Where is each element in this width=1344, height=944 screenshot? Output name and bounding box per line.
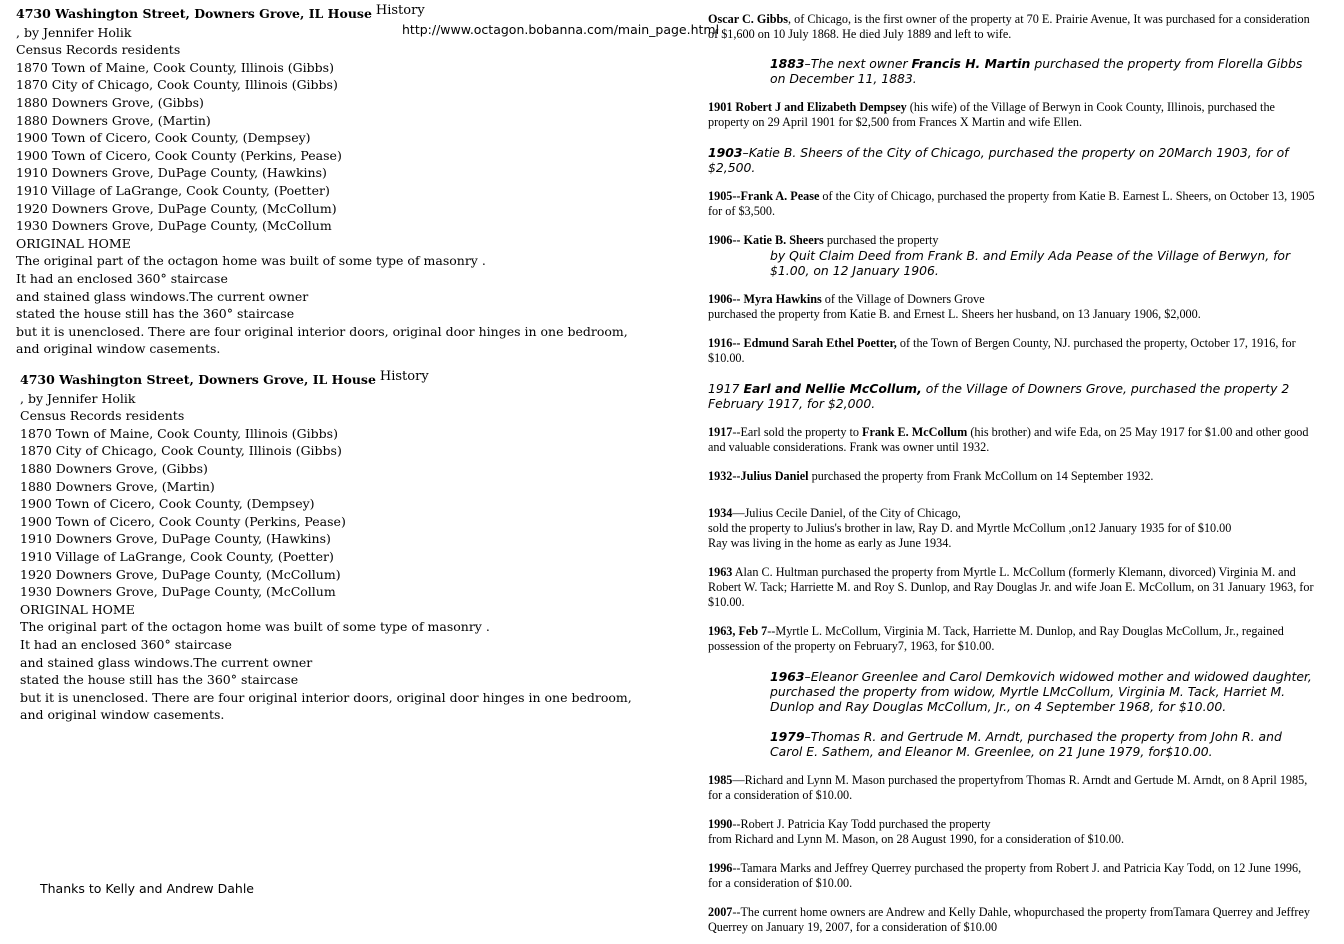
- history-byline: , by Jennifer Holik: [20, 390, 136, 406]
- history-line: stated the house still has the 360° staircase: [20, 672, 299, 688]
- history-line: 1880 Downers Grove, (Gibbs): [16, 94, 204, 110]
- history-line: 1910 Village of LaGrange, Cook County, (Poetter): [20, 548, 334, 564]
- entry-1868: [708, 12, 1318, 42]
- history-line: 1910 Downers Grove, DuPage County, (Hawkins): [16, 165, 327, 181]
- entry-owner: Oscar C. Gibbs: [708, 12, 789, 26]
- history-line: 1930 Downers Grove, DuPage County, (McCollum: [20, 584, 336, 600]
- history-line: 1870 City of Chicago, Cook County, Illinois (Gibbs): [16, 77, 338, 93]
- entry-text: , of Chicago, is the first owner of the property at 70 E. Prairie Avenue, It was purchased for a consideration of $1,600 on 10 July 1868. He died July 1889 and left to wife.: [708, 12, 1310, 41]
- entry-text: --Tamara Marks and Jeffrey Querrey purchased the property from Robert J. and Patricia Kay Todd, on 12 June 1996, for a consideration of $10.00.: [708, 861, 1302, 890]
- history-line: It had an enclosed 360° staircase: [16, 270, 228, 286]
- history-line: 1900 Town of Cicero, Cook County, (Dempsey): [16, 130, 311, 146]
- entry-1963-greenlee: [770, 669, 1318, 714]
- history-line: The original part of the octagon home was built of some type of masonry .: [20, 619, 490, 635]
- history-lines: [16, 41, 628, 358]
- thanks-note: Thanks to Kelly and Andrew Dahle: [40, 881, 254, 896]
- history-line: 1930 Downers Grove, DuPage County, (McCollum: [16, 218, 332, 234]
- entry-1963-hultman: [708, 565, 1318, 610]
- entry-text: --Robert J. Patricia Kay Todd purchased the property: [732, 817, 991, 831]
- history-line: 1870 Town of Maine, Cook County, Illinois (Gibbs): [16, 59, 334, 75]
- history-line: 1910 Downers Grove, DuPage County, (Hawkins): [20, 531, 331, 547]
- history-line: 1870 City of Chicago, Cook County, Illinois (Gibbs): [20, 443, 342, 459]
- entry-1979: [770, 729, 1318, 759]
- entry-owner: Earl and Nellie McCollum,: [743, 381, 922, 396]
- entry-1934: [708, 506, 1318, 521]
- history-word: History: [379, 369, 429, 384]
- history-line: 1870 Town of Maine, Cook County, Illinois (Gibbs): [20, 425, 338, 441]
- entry-1883: [770, 56, 1318, 86]
- history-line: stated the house still has the 360° staircase: [16, 306, 295, 322]
- entry-year: 1979: [770, 729, 805, 744]
- history-line: and original window casements.: [20, 707, 225, 723]
- entry-text: (his brother) and wife Eda, on 25 May 1917 for $1.00 and other good and valuable considerations. Frank was owner until 1932.: [708, 425, 1309, 454]
- history-line: 1900 Town of Cicero, Cook County, (Dempsey): [20, 496, 315, 512]
- entry-1906-sheers: [708, 233, 1318, 248]
- history-line: and stained glass windows.The current owner: [16, 288, 309, 304]
- header-url[interactable]: http://www.octagon.bobanna.com/main_page.html: [402, 22, 720, 37]
- history-line: 1920 Downers Grove, DuPage County, (McCollum): [20, 566, 341, 582]
- history-block-1: [16, 5, 628, 358]
- entry-1903: [708, 145, 1318, 175]
- entry-text: —Julius Cecile Daniel, of the City of Chicago,: [732, 506, 961, 520]
- history-line: 1910 Village of LaGrange, Cook County, (Poetter): [16, 182, 330, 198]
- entry-year: 2007: [708, 905, 733, 919]
- entry-owner: 1905--Frank A. Pease: [708, 189, 820, 203]
- entry-1917-frank: [708, 425, 1318, 455]
- entry-text: of the City of Chicago, purchased the property from Katie B. Earnest L. Sheers, on October 13, 1905 for of $3,500.: [708, 189, 1315, 218]
- entry-owner: 1901 Robert J and Elizabeth Dempsey: [708, 100, 907, 114]
- history-line: Census Records residents: [20, 408, 185, 424]
- history-line: 1920 Downers Grove, DuPage County, (McCollum): [16, 200, 337, 216]
- entry-text: purchased the property from Florella Gibbs on December 11, 1883.: [770, 56, 1303, 86]
- entry-text: Alan C. Hultman purchased the property from Myrtle L. McCollum (formerly Klemann, divorced) Virginia M. and Robert W. Tack; Harriette M. and Roy S. Dunlop, and Ray Douglas Jr. and wife Joan E. McCollum, on 31 January 1963, for $10.00.: [708, 565, 1314, 609]
- entry-year: 1883: [770, 56, 805, 71]
- entry-1963-feb: [708, 624, 1318, 654]
- entry-text: --Earl sold the property to: [732, 425, 862, 439]
- entry-year: 1917: [708, 381, 744, 396]
- entry-1934-line3: Ray was living in the home as early as June 1934.: [708, 536, 952, 550]
- entry-1932: [708, 469, 1318, 484]
- history-line: 1880 Downers Grove, (Martin): [20, 478, 215, 494]
- entry-text: --Myrtle L. McCollum, Virginia M. Tack, Harriette M. Dunlop, and Ray Douglas McCollum, Jr., regained possession of the property on February7, 1963, for $10.00.: [708, 624, 1284, 653]
- history-line: but it is unenclosed. There are four original interior doors, original door hinges in one bedroom,: [20, 689, 632, 705]
- history-title: 4730 Washington Street, Downers Grove, IL House: [20, 372, 376, 387]
- history-line: ORIGINAL HOME: [20, 601, 135, 617]
- history-line: 1900 Town of Cicero, Cook County (Perkins, Pease): [20, 513, 346, 529]
- history-line: Census Records residents: [16, 42, 181, 58]
- entry-text: (his wife) of the Village of Berwyn in Cook County, Illinois, purchased the property on 29 April 1901 for $2,500 from Frances X Martin and wife Ellen.: [708, 100, 1275, 129]
- entry-1917-earl: [708, 381, 1318, 411]
- entry-2007: [708, 905, 1318, 935]
- history-title: 4730 Washington Street, Downers Grove, IL House: [16, 6, 372, 21]
- entry-1905: [708, 189, 1318, 219]
- entry-1901: [708, 100, 1318, 130]
- entry-owner: 1906-- Katie B. Sheers: [708, 233, 824, 247]
- entry-1906-sheers-detail: by Quit Claim Deed from Frank B. and Emily Ada Pease of the Village of Berwyn, for $1.00, on 12 January 1906.: [770, 248, 1291, 278]
- entry-text: –Katie B. Sheers of the City of Chicago, purchased the property on 20March 1903, for of $2,500.: [708, 145, 1289, 175]
- entry-text: of the Village of Downers Grove, purchased the property 2 February 1917, for $2,000.: [708, 381, 1290, 411]
- history-word: History: [375, 3, 425, 18]
- history-line: and original window casements.: [16, 341, 221, 357]
- entry-text: –The next owner: [804, 56, 912, 71]
- entry-year: 1990: [708, 817, 733, 831]
- history-line: 1880 Downers Grove, (Martin): [16, 112, 211, 128]
- entry-owner: 1906-- Myra Hawkins: [708, 292, 822, 306]
- entry-year: 1963: [770, 669, 805, 684]
- entry-text: --The current home owners are Andrew and Kelly Dahle, whopurchased the property fromTamara Querrey and Jeffrey Querrey on January 19, 2007, for a consideration of $10.00: [708, 905, 1310, 934]
- entry-year: 1934: [708, 506, 733, 520]
- entry-year: 1963, Feb 7: [708, 624, 768, 638]
- entry-owner: 1932--Julius Daniel: [708, 469, 809, 483]
- entry-text: of the Village of Downers Grove: [821, 292, 985, 306]
- entry-owner: 1916-- Edmund Sarah Ethel Poetter,: [708, 336, 897, 350]
- entry-1934-line2: sold the property to Julius's brother in law, Ray D. and Myrtle McCollum ,on12 January 1935 for of $10.00: [708, 521, 1232, 535]
- entry-owner: Francis H. Martin: [911, 56, 1031, 71]
- entry-year: 1985: [708, 773, 733, 787]
- history-line: and stained glass windows.The current owner: [20, 654, 313, 670]
- ownership-chronology: [708, 12, 1318, 935]
- entry-1985: [708, 773, 1318, 803]
- history-line: ORIGINAL HOME: [16, 235, 131, 251]
- history-title-line: [16, 5, 628, 24]
- entry-year: 1917: [708, 425, 733, 439]
- history-lines: [20, 407, 632, 724]
- entry-1996: [708, 861, 1318, 891]
- history-block-2: [20, 371, 632, 724]
- entry-year: 1996: [708, 861, 733, 875]
- history-byline: , by Jennifer Holik: [16, 24, 132, 40]
- entry-text: purchased the property: [823, 233, 939, 247]
- entry-1906-hawkins-detail: purchased the property from Katie B. and Ernest L. Sheers her husband, on 13 January 1906, $2,000.: [708, 307, 1201, 321]
- entry-1916: [708, 336, 1318, 366]
- history-line: 1900 Town of Cicero, Cook County (Perkins, Pease): [16, 147, 342, 163]
- entry-text: of the Town of Bergen County, NJ. purchased the property, October 17, 1916, for $10.00.: [708, 336, 1296, 365]
- entry-1990-line2: from Richard and Lynn M. Mason, on 28 August 1990, for a consideration of $10.00.: [708, 832, 1125, 846]
- entry-text: —Richard and Lynn M. Mason purchased the propertyfrom Thomas R. Arndt and Gertude M. Arndt, on 8 April 1985, for a consideration of $10.00.: [708, 773, 1308, 802]
- history-line: but it is unenclosed. There are four original interior doors, original door hinges in one bedroom,: [16, 323, 628, 339]
- entry-text: purchased the property from Frank McCollum on 14 September 1932.: [808, 469, 1154, 483]
- history-line: The original part of the octagon home was built of some type of masonry .: [16, 253, 486, 269]
- entry-year: 1903: [708, 145, 743, 160]
- history-line: It had an enclosed 360° staircase: [20, 636, 232, 652]
- history-title-line: [20, 371, 632, 390]
- history-line: 1880 Downers Grove, (Gibbs): [20, 460, 208, 476]
- entry-1906-hawkins: [708, 292, 1318, 307]
- entry-text: –Eleanor Greenlee and Carol Demkovich widowed mother and widowed daughter, purchased the property from widow, Myrtle LMcCollum, Virginia M. Tack, Harriet M. Dunlop and Ray Douglas McCollum, Jr., on 4 September 1968, for $10.00.: [770, 669, 1312, 714]
- entry-year: 1963: [708, 565, 733, 579]
- entry-owner: Frank E. McCollum: [862, 425, 968, 439]
- entry-text: –Thomas R. and Gertrude M. Arndt, purchased the property from John R. and Carol E. Sathem, and Eleanor M. Greenlee, on 21 June 1979, for$10.00.: [770, 729, 1282, 759]
- entry-1990: [708, 817, 1318, 832]
